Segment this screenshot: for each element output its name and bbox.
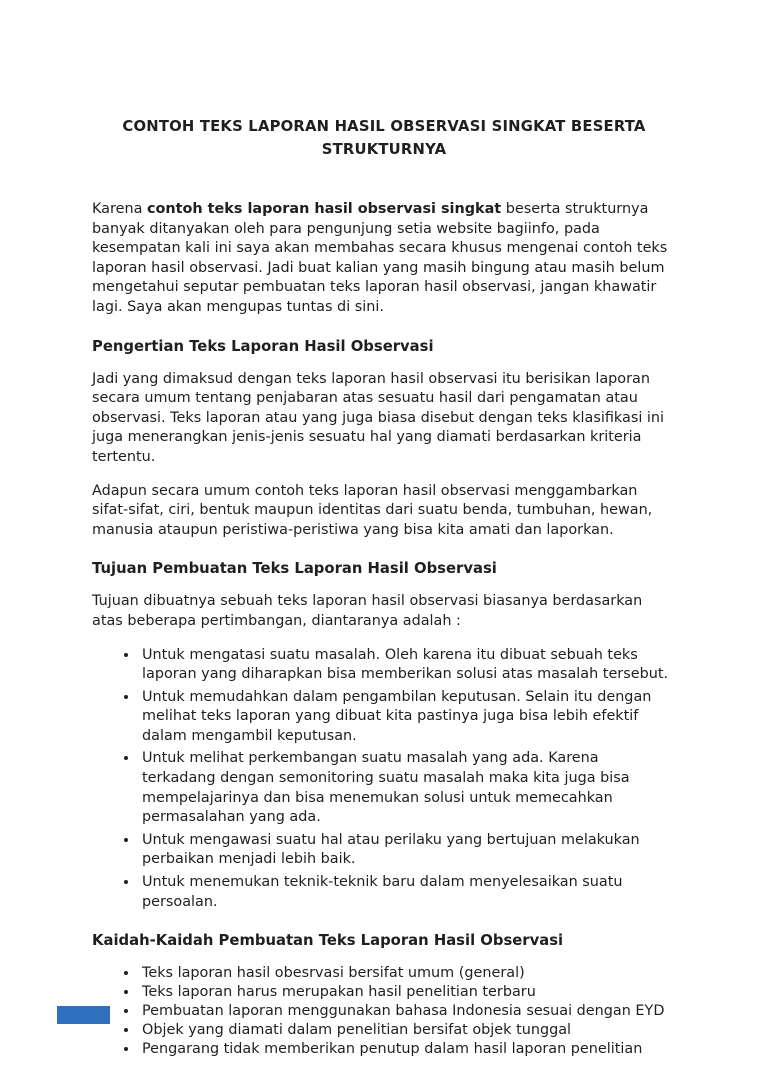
intro-paragraph [92, 200, 676, 318]
list-item: • Untuk mengatasi suatu masalah. Oleh karena itu dibuat sebuah teks laporan yang diharapkan bisa memberikan solusi atas masalah tersebut. [139, 646, 676, 685]
next-page-fragment [57, 1006, 110, 1024]
list-item: • Teks laporan harus merupakan hasil penelitian terbaru [139, 983, 676, 1002]
tujuan-bullet-list [92, 646, 676, 913]
intro-suffix: beserta strukturnya banyak ditanyakan oleh para pengunjung setia website bagiinfo, pada kesempatan kali ini saya akan membahas secara khusus mengenai contoh teks laporan hasil observasi. Jadi buat kalian yang masih bingung atau masih belum mengetahui seputar pembuatan teks laporan hasil observasi, jangan khawatir lagi. Saya akan mengupas tuntas di sini. [92, 201, 668, 315]
heading-kaidah: Kaidah-Kaidah Pembuatan Teks Laporan Hasil Observasi [92, 932, 564, 950]
document-content [92, 115, 676, 1073]
list-item: • Untuk mengawasi suatu hal atau perilaku yang bertujuan melakukan perbaikan menjadi lebih baik. [139, 831, 676, 870]
heading-pengertian: Pengertian Teks Laporan Hasil Observasi [92, 337, 434, 355]
list-item: • Pembuatan laporan menggunakan bahasa Indonesia sesuai dengan EYD [139, 1002, 676, 1021]
heading-tujuan: Tujuan Pembuatan Teks Laporan Hasil Observasi [92, 560, 497, 578]
intro-bold-keyphrase: contoh teks laporan hasil observasi singkat [146, 201, 502, 217]
kaidah-bullet-list [92, 964, 676, 1059]
intro-prefix: Karena [92, 201, 147, 217]
list-item: • Untuk menemukan teknik-teknik baru dalam menyelesaikan suatu persoalan. [139, 873, 676, 912]
list-item: • Untuk memudahkan dalam pengambilan keputusan. Selain itu dengan melihat teks laporan yang dibuat kita pastinya juga bisa lebih efektif dalam mengambil keputusan. [139, 688, 676, 747]
tujuan-intro-paragraph: Tujuan dibuatnya sebuah teks laporan hasil observasi biasanya berdasarkan atas beberapa pertimbangan, diantaranya adalah : [92, 593, 643, 629]
list-item: • Untuk melihat perkembangan suatu masalah yang ada. Karena terkadang dengan semonitoring suatu masalah maka kita juga bisa mempelajarinya dan bisa menemukan solusi untuk memecahkan permasalahan yang ada. [139, 749, 676, 827]
list-item: • Teks laporan hasil obesrvasi bersifat umum (general) [139, 964, 676, 983]
list-item: • Pengarang tidak memberikan penutup dalam hasil laporan penelitian [139, 1040, 676, 1059]
list-item: • Objek yang diamati dalam penelitian bersifat objek tunggal [139, 1021, 676, 1040]
document-title: CONTOH TEKS LAPORAN HASIL OBSERVASI SINGKAT BESERTA STRUKTURNYA [122, 118, 646, 158]
pengertian-paragraph-1: Jadi yang dimaksud dengan teks laporan hasil observasi itu berisikan laporan secara umum tentang penjabaran atas sesuatu hasil dari pengamatan atau observasi. Teks laporan atau yang juga biasa disebut dengan teks klasifikasi ini juga menerangkan jenis-jenis sesuatu hal yang diamati berdasarkan kriteria tertentu. [92, 370, 665, 465]
pengertian-paragraph-2: Adapun secara umum contoh teks laporan hasil observasi menggambarkan sifat-sifat, ciri, bentuk maupun identitas dari suatu benda, tumbuhan, hewan, manusia ataupun peristiwa-peristiwa yang bisa kita amati dan laporkan. [92, 482, 653, 538]
